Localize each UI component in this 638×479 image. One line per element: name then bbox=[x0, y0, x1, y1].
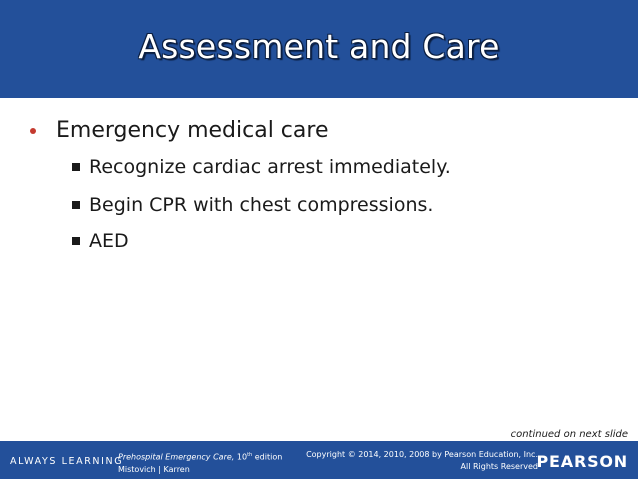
pearson-logo: PEARSON bbox=[536, 452, 628, 471]
square-bullet-icon bbox=[72, 201, 80, 209]
title-bar bbox=[0, 0, 638, 98]
edition-suffix: th bbox=[247, 452, 253, 458]
slide-title: Assessment and Care bbox=[138, 26, 500, 66]
rights-line: All Rights Reserved bbox=[460, 462, 538, 471]
edition-number: 10 bbox=[236, 452, 248, 462]
sub-bullet-1 bbox=[72, 156, 451, 178]
edition-word: edition bbox=[252, 452, 283, 462]
footer-tagline: ALWAYS LEARNING bbox=[10, 456, 124, 467]
bullet-text: Emergency medical care bbox=[56, 118, 329, 143]
footer-bar bbox=[0, 441, 638, 479]
footer-copyright bbox=[306, 449, 538, 473]
sub-bullet-text: Begin CPR with chest compressions. bbox=[89, 194, 434, 216]
sub-bullet-2 bbox=[72, 194, 433, 216]
book-title: Prehospital Emergency Care, bbox=[118, 452, 235, 462]
sub-bullet-text: Recognize cardiac arrest immediately. bbox=[89, 156, 451, 178]
round-bullet-icon bbox=[30, 128, 36, 134]
book-authors: Mistovich | Karren bbox=[118, 464, 190, 474]
square-bullet-icon bbox=[72, 163, 80, 171]
continued-note: continued on next slide bbox=[510, 429, 628, 440]
square-bullet-icon bbox=[72, 237, 80, 245]
copyright-line: Copyright © 2014, 2010, 2008 by Pearson Education, Inc. bbox=[306, 450, 538, 459]
footer-book-info bbox=[118, 449, 282, 476]
sub-bullet-3 bbox=[72, 230, 129, 252]
bullet-level1 bbox=[30, 118, 328, 143]
sub-bullet-text: AED bbox=[89, 230, 129, 252]
